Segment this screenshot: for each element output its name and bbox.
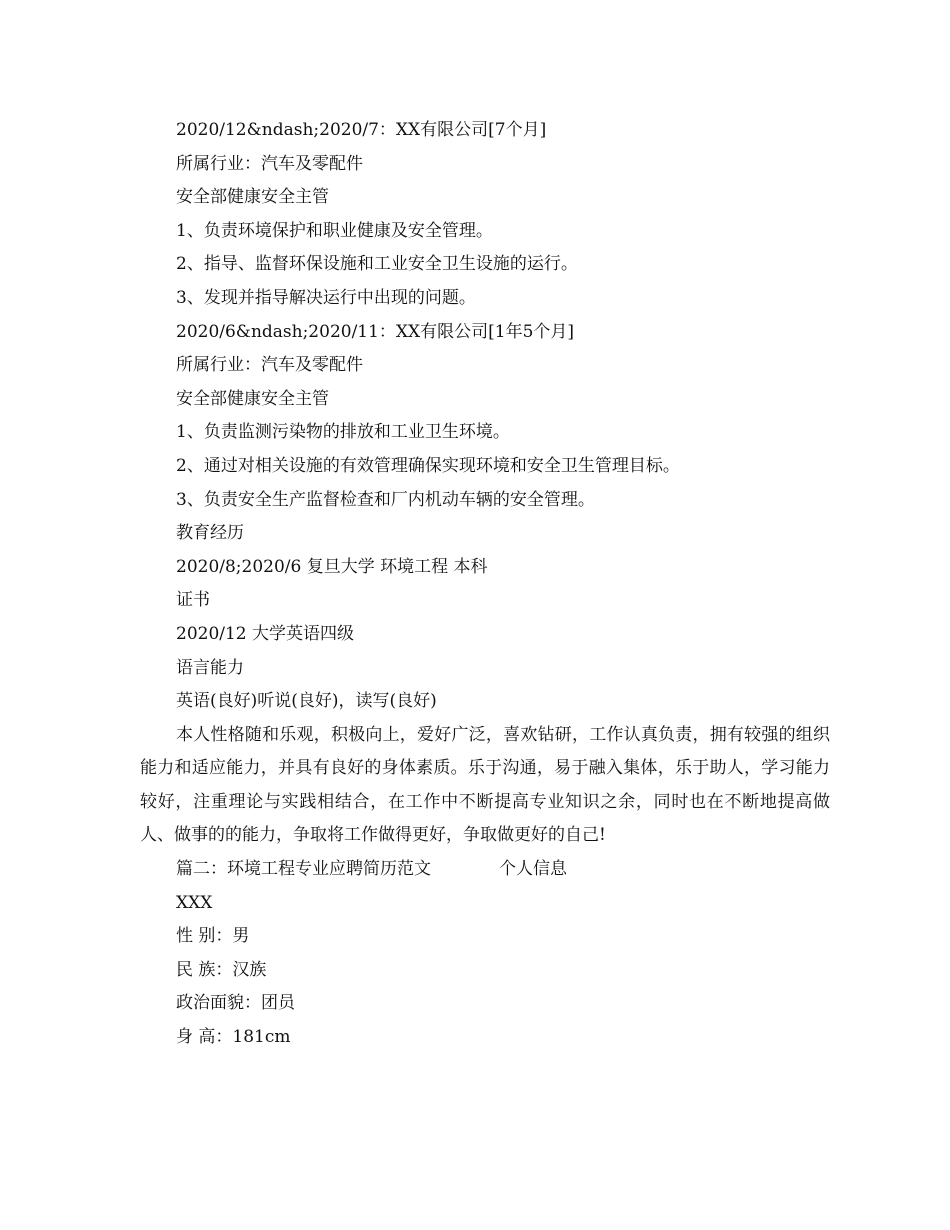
document-body bbox=[140, 114, 830, 1055]
self-evaluation-paragraph: 本人性格随和乐观，积极向上，爱好广泛，喜欢钻研，工作认真负责，拥有较强的组织能力和适应能力，并具有良好的身体素质。乐于沟通，易于融入集体，乐于助人，学习能力较好，注重理论与实践相结合，在工作中不断提高专业知识之余，同时也在不断地提高做人、做事的的能力，争取将工作做得更好，争取做更好的自己! bbox=[140, 724, 830, 846]
work-period-2: 2020/6&ndash;2020/11：XX有限公司[1年5个月] bbox=[176, 321, 575, 342]
political-status-line: 政治面貌：团员 bbox=[176, 993, 295, 1014]
certificate-entry: 2020/12 大学英语四级 bbox=[176, 623, 355, 644]
duty-2-1: 1、负责监测污染物的排放和工业卫生环境。 bbox=[176, 422, 510, 443]
section-subtitle: 个人信息 bbox=[499, 859, 567, 880]
education-entry: 2020/8;2020/6 复旦大学 环境工程 本科 bbox=[176, 556, 488, 577]
duty-1-2: 2、指导、监督环保设施和工业安全卫生设施的运行。 bbox=[176, 254, 578, 275]
industry-1: 所属行业：汽车及零配件 bbox=[176, 153, 363, 174]
ethnicity-line: 民 族：汉族 bbox=[176, 959, 267, 980]
education-heading: 教育经历 bbox=[176, 523, 244, 544]
height-line: 身 高：181cm bbox=[176, 1027, 291, 1048]
position-2: 安全部健康安全主管 bbox=[176, 388, 329, 409]
duty-2-2: 2、通过对相关设施的有效管理确保实现环境和安全卫生管理目标。 bbox=[176, 455, 680, 476]
certificate-heading: 证书 bbox=[176, 590, 210, 611]
name-line: XXX bbox=[176, 892, 213, 913]
duty-2-3: 3、负责安全生产监督检查和厂内机动车辆的安全管理。 bbox=[176, 489, 595, 510]
section-title: 篇二：环境工程专业应聘简历范文 bbox=[176, 859, 431, 880]
language-heading: 语言能力 bbox=[176, 657, 244, 678]
language-entry: 英语(良好)听说(良好)，读写(良好) bbox=[176, 691, 437, 712]
duty-1-1: 1、负责环境保护和职业健康及安全管理。 bbox=[176, 220, 493, 241]
industry-2: 所属行业：汽车及零配件 bbox=[176, 355, 363, 376]
position-1: 安全部健康安全主管 bbox=[176, 187, 329, 208]
duty-1-3: 3、发现并指导解决运行中出现的问题。 bbox=[176, 287, 476, 308]
section-header bbox=[140, 853, 830, 887]
gender-line: 性 别：男 bbox=[176, 926, 250, 947]
work-period-1: 2020/12&ndash;2020/7：XX有限公司[7个月] bbox=[176, 120, 547, 140]
